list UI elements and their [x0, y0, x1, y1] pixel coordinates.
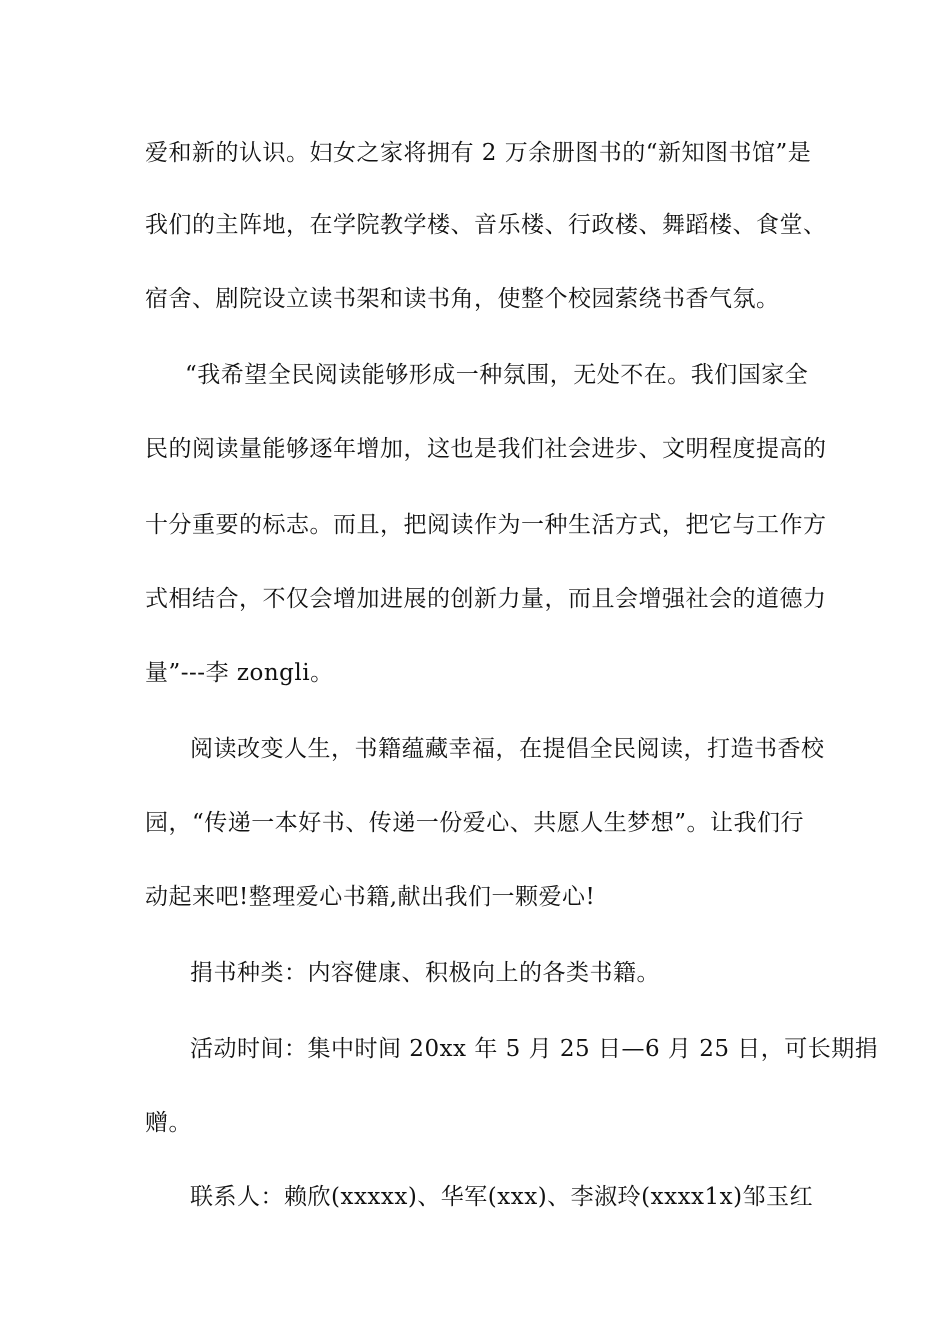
- text-line: 园，“传递一本好书、传递一份爱心、共愿人生梦想”。让我们行: [145, 810, 805, 836]
- text-line: 动起来吧!整理爱心书籍,献出我们一颗爱心!: [145, 884, 596, 910]
- text-line: 阅读改变人生，书籍蕴藏幸福，在提倡全民阅读，打造书香校: [190, 736, 825, 762]
- text-line: 活动时间：集中时间 20xx 年 5 月 25 日—6 月 25 日，可长期捐: [190, 1036, 879, 1062]
- text-line: 捐书种类：内容健康、积极向上的各类书籍。: [190, 960, 660, 986]
- text-line: 式相结合，不仅会增加进展的创新力量，而且会增强社会的道德力: [145, 586, 827, 612]
- text-line: 十分重要的标志。而且，把阅读作为一种生活方式，把它与工作方: [145, 512, 827, 538]
- text-line: “我希望全民阅读能够形成一种氛围，无处不在。我们国家全: [185, 362, 809, 388]
- text-line: 爱和新的认识。妇女之家将拥有 2 万余册图书的“新知图书馆”是: [145, 140, 812, 166]
- text-line: 宿舍、剧院设立读书架和读书角，使整个校园萦绕书香气氛。: [145, 286, 780, 312]
- text-line: 联系人：赖欣(xxxxx)、华军(xxx)、李淑玲(xxxx1x)邹玉红: [190, 1184, 814, 1210]
- text-line: 赠。: [145, 1110, 192, 1136]
- text-line: 量”---李 zongli。: [145, 660, 334, 686]
- text-line: 民的阅读量能够逐年增加，这也是我们社会进步、文明程度提高的: [145, 436, 827, 462]
- text-line: 我们的主阵地，在学院教学楼、音乐楼、行政楼、舞蹈楼、食堂、: [145, 212, 827, 238]
